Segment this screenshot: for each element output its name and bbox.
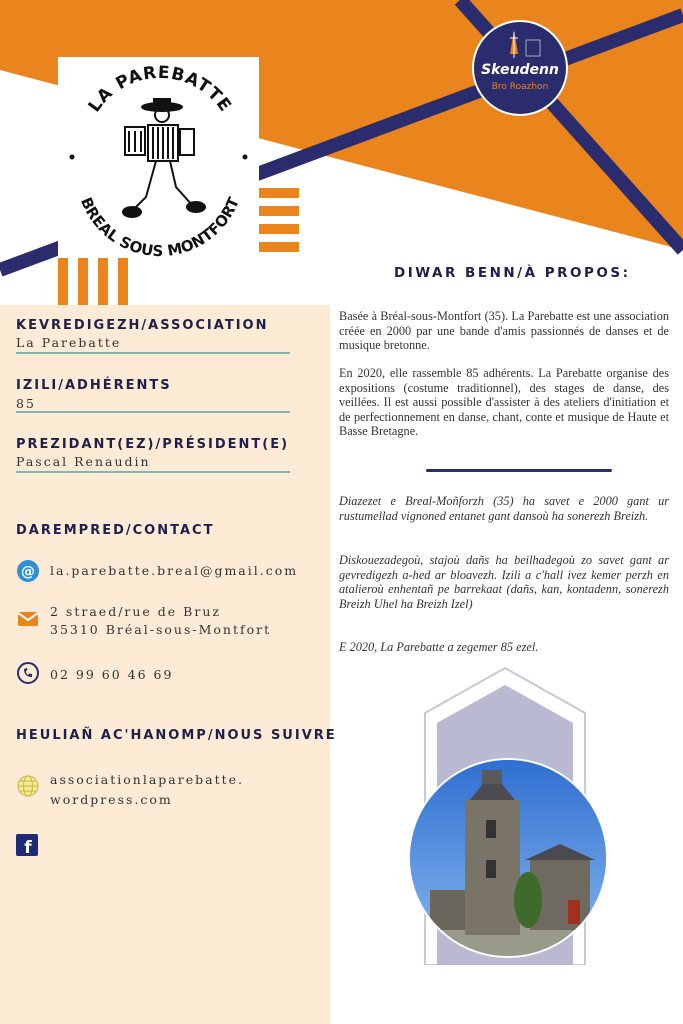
contact-heading: DAREMPRED/CONTACT <box>16 523 215 538</box>
email-link[interactable]: la.parebatte.breal@gmail.com <box>50 563 299 578</box>
about-paragraph-1: Basée à Bréal-sous-Montfort (35). La Parebatte est une association créée en 2000 par une bande d'amis passionnés de danses et de musique bretonne. <box>339 309 669 353</box>
website-line2[interactable]: wordpress.com <box>50 792 173 807</box>
dancer-icon <box>123 99 205 217</box>
breton-paragraph-1: Diazezet e Breal-Moñforzh (35) ha savet e 2000 gant ur rustumellad vignoned entanet gant dansoù ha sonerezh Breizh. <box>339 494 669 523</box>
orange-bar <box>259 224 299 234</box>
skeudenn-name: Skeudenn <box>481 62 559 78</box>
facebook-icon[interactable] <box>16 834 38 856</box>
association-logo <box>58 57 259 258</box>
skeudenn-badge <box>472 20 568 116</box>
members-value: 85 <box>16 396 36 411</box>
svg-text:@: @ <box>21 564 35 580</box>
divider-line <box>16 411 290 413</box>
orange-vbar <box>118 258 128 305</box>
divider-line <box>16 471 290 473</box>
orange-vbar <box>58 258 68 305</box>
orange-bar <box>259 242 299 252</box>
divider-line <box>16 352 290 354</box>
members-heading: IZILI/ADHÉRENTS <box>16 378 172 393</box>
logo-bottom-text: BREAL SOUS MONTFORT <box>77 194 243 258</box>
skeudenn-sub: Bro Roazhon <box>491 82 549 92</box>
phone-number[interactable]: 02 99 60 46 69 <box>50 667 174 682</box>
president-value: Pascal Renaudin <box>16 454 151 469</box>
orange-bar <box>259 206 299 216</box>
orange-vbar <box>78 258 88 305</box>
logo-arc-text: LA PAREBATTE <box>84 62 236 117</box>
orange-vbar <box>98 258 108 305</box>
president-heading: PREZIDANT(EZ)/PRÉSIDENT(E) <box>16 437 290 452</box>
breton-paragraph-2: Diskouezadegoù, stajoù dañs ha beilhadegoù zo savet gant ar gevredigezh a-hed ar bloavezh. Izili a c'hall ivez kemer perzh en atalieroù enhentañ pe barrekaat (dañs, kan, kontadenn, sonerezh Breizh Uhel ha Breizh Izel) <box>339 553 669 611</box>
website-line1[interactable]: associationlaparebatte. <box>50 772 245 787</box>
about-paragraph-2: En 2020, elle rassemble 85 adhérents. La Parebatte organise des expositions (costume traditionnel), des stages de danse, des veillées. Il est aussi possible d'assister à des ateliers d'initiation et de perfectionnement en danse, chant, conte et musique de Haute et Basse Bretagne. <box>339 366 669 439</box>
svg-text:f: f <box>24 838 32 856</box>
address-line1: 2 straed/rue de Bruz <box>50 604 221 619</box>
orange-bar <box>259 188 299 198</box>
envelope-icon <box>16 606 40 630</box>
breton-paragraph-3: E 2020, La Parebatte a zegemer 85 ezel. <box>339 640 539 654</box>
address-line2: 35310 Bréal-sous-Montfort <box>50 622 272 637</box>
follow-heading: HEULIAÑ AC'HANOMP/NOUS SUIVRE <box>16 728 337 743</box>
section-divider <box>426 469 612 472</box>
association-heading: KEVREDIGEZH/ASSOCIATION <box>16 318 269 333</box>
email-icon <box>16 559 40 583</box>
association-value: La Parebatte <box>16 335 122 350</box>
church-photo <box>408 758 608 958</box>
about-heading: DIWAR BENN/À PROPOS: <box>394 265 631 281</box>
svg-text:BREAL SOUS MONTFORT <box>77 194 243 258</box>
phone-icon <box>16 661 40 685</box>
globe-icon <box>16 774 40 798</box>
